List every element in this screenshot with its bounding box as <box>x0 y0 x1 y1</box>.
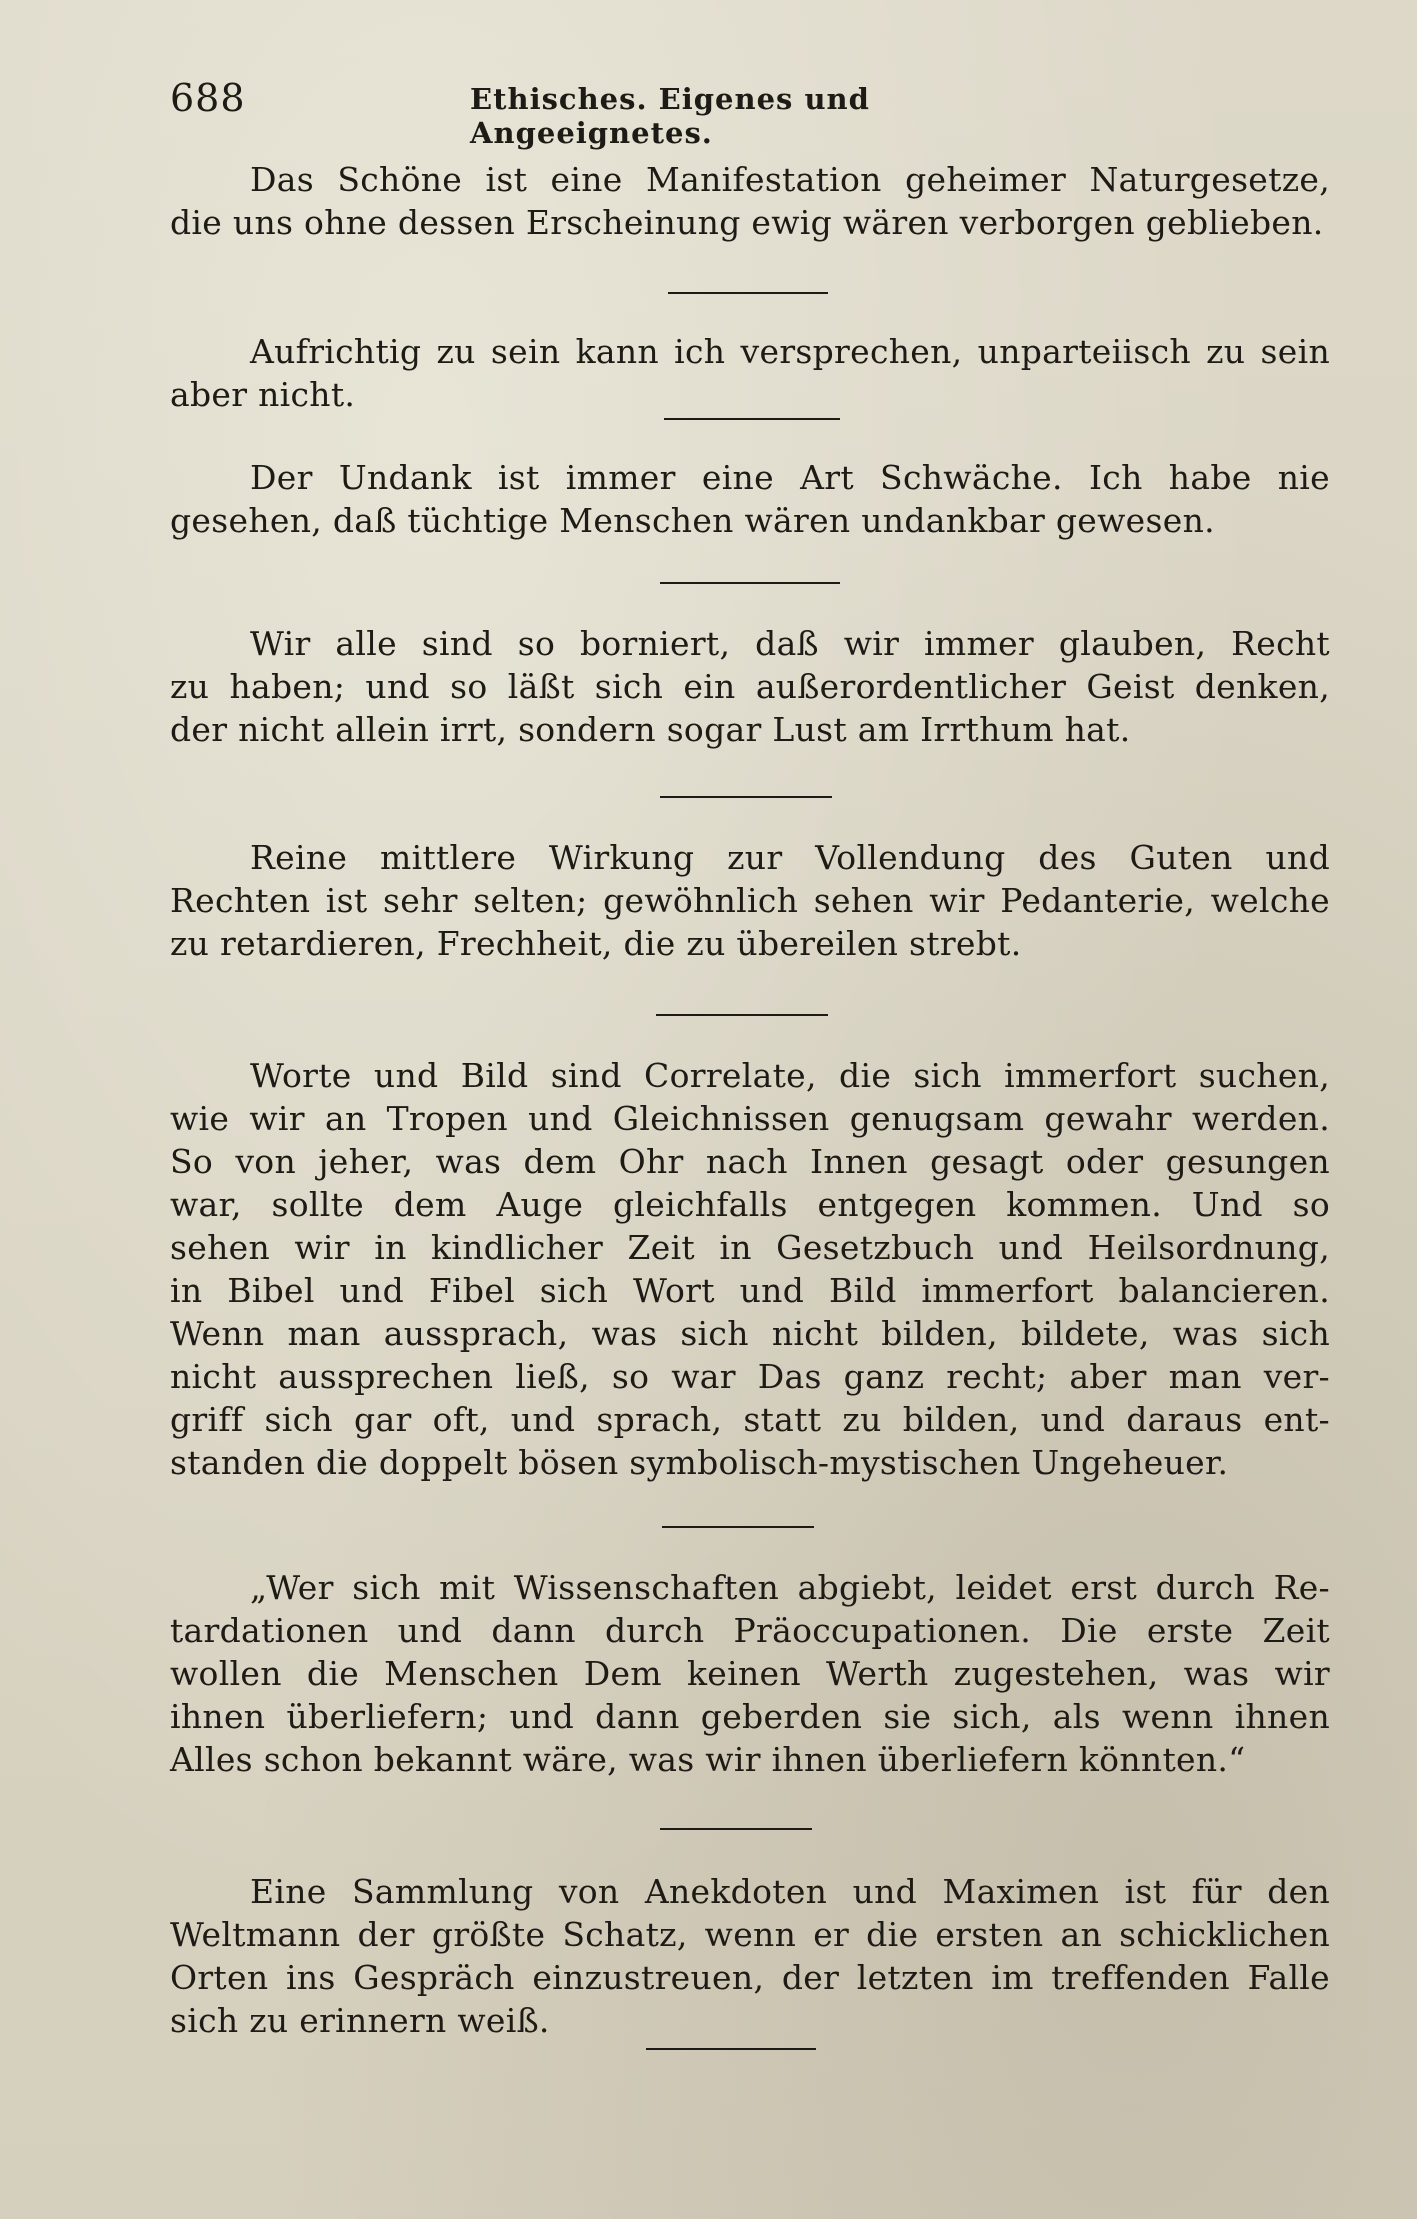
text-line: tardationen und dann durch Präoccupationen. Die erste Zeit <box>170 1611 1330 1650</box>
text-line: zu haben; und so läßt sich ein außerordentlicher Geist denken, <box>170 667 1330 706</box>
page-number: 688 <box>170 76 246 120</box>
text-line: Rechten ist sehr selten; gewöhnlich sehen wir Pedanterie, welche <box>170 881 1330 920</box>
section-divider <box>656 1014 828 1016</box>
aphorism-6 <box>170 1054 1330 1484</box>
page-header <box>170 72 1070 150</box>
aphorism-2 <box>170 330 1330 416</box>
text-line: Orten ins Gespräch einzustreuen, der letzten im treffenden Falle <box>170 1958 1330 1997</box>
aphorism-8 <box>170 1870 1330 2042</box>
text-line: Alles schon bekannt wäre, was wir ihnen überliefern könnten.“ <box>170 1740 1246 1779</box>
text-line: Weltmann der größte Schatz, wenn er die ersten an schicklichen <box>170 1915 1330 1954</box>
section-divider <box>646 2048 816 2050</box>
text-line: wollen die Menschen Dem keinen Werth zugestehen, was wir <box>170 1654 1330 1693</box>
section-divider <box>660 582 840 584</box>
section-divider <box>660 796 832 798</box>
aphorism-5 <box>170 836 1330 965</box>
text-line: Wir alle sind so borniert, daß wir immer glauben, Recht <box>250 624 1330 663</box>
text-line: Aufrichtig zu sein kann ich versprechen, unparteiisch zu sein <box>250 332 1330 371</box>
text-line: „Wer sich mit Wissenschaften abgiebt, leidet erst durch Re- <box>250 1568 1330 1607</box>
text-line: griff sich gar oft, und sprach, statt zu bilden, und daraus ent- <box>170 1400 1330 1439</box>
text-line: war, sollte dem Auge gleichfalls entgegen kommen. Und so <box>170 1185 1330 1224</box>
text-line: zu retardieren, Frechheit, die zu übereilen strebt. <box>170 924 1022 963</box>
aphorism-7 <box>170 1566 1330 1781</box>
text-line: So von jeher, was dem Ohr nach Innen gesagt oder gesungen <box>170 1142 1330 1181</box>
text-line: gesehen, daß tüchtige Menschen wären undankbar gewesen. <box>170 501 1215 540</box>
text-line: die uns ohne dessen Erscheinung ewig wären verborgen geblieben. <box>170 203 1324 242</box>
text-line: ihnen überliefern; und dann geberden sie sich, als wenn ihnen <box>170 1697 1330 1736</box>
running-head: Ethisches. Eigenes und Angeeignetes. <box>470 82 870 150</box>
section-divider <box>662 1526 814 1528</box>
section-divider <box>660 1828 812 1830</box>
text-line: standen die doppelt bösen symbolisch-mystischen Ungeheuer. <box>170 1443 1229 1482</box>
text-line: Der Undank ist immer eine Art Schwäche. Ich habe nie <box>250 458 1330 497</box>
text-line: aber nicht. <box>170 375 356 414</box>
text-line: Worte und Bild sind Correlate, die sich immerfort suchen, <box>250 1056 1330 1095</box>
text-line: Wenn man aussprach, was sich nicht bilden, bildete, was sich <box>170 1314 1330 1353</box>
aphorism-3 <box>170 456 1330 542</box>
aphorism-4 <box>170 622 1330 751</box>
text-line: wie wir an Tropen und Gleichnissen genugsam gewahr werden. <box>170 1099 1330 1138</box>
text-line: der nicht allein irrt, sondern sogar Lust am Irrthum hat. <box>170 710 1131 749</box>
section-divider <box>664 418 840 420</box>
text-line: sehen wir in kindlicher Zeit in Gesetzbuch und Heilsordnung, <box>170 1228 1330 1267</box>
text-line: sich zu erinnern weiß. <box>170 2001 550 2040</box>
text-line: Reine mittlere Wirkung zur Vollendung des Guten und <box>250 838 1330 877</box>
text-line: Das Schöne ist eine Manifestation geheimer Naturgesetze, <box>250 160 1330 199</box>
text-line: Eine Sammlung von Anekdoten und Maximen ist für den <box>250 1872 1330 1911</box>
text-line: in Bibel und Fibel sich Wort und Bild immerfort balancieren. <box>170 1271 1330 1310</box>
section-divider <box>668 292 828 294</box>
text-line: nicht aussprechen ließ, so war Das ganz recht; aber man ver- <box>170 1357 1330 1396</box>
aphorism-1 <box>170 158 1330 244</box>
